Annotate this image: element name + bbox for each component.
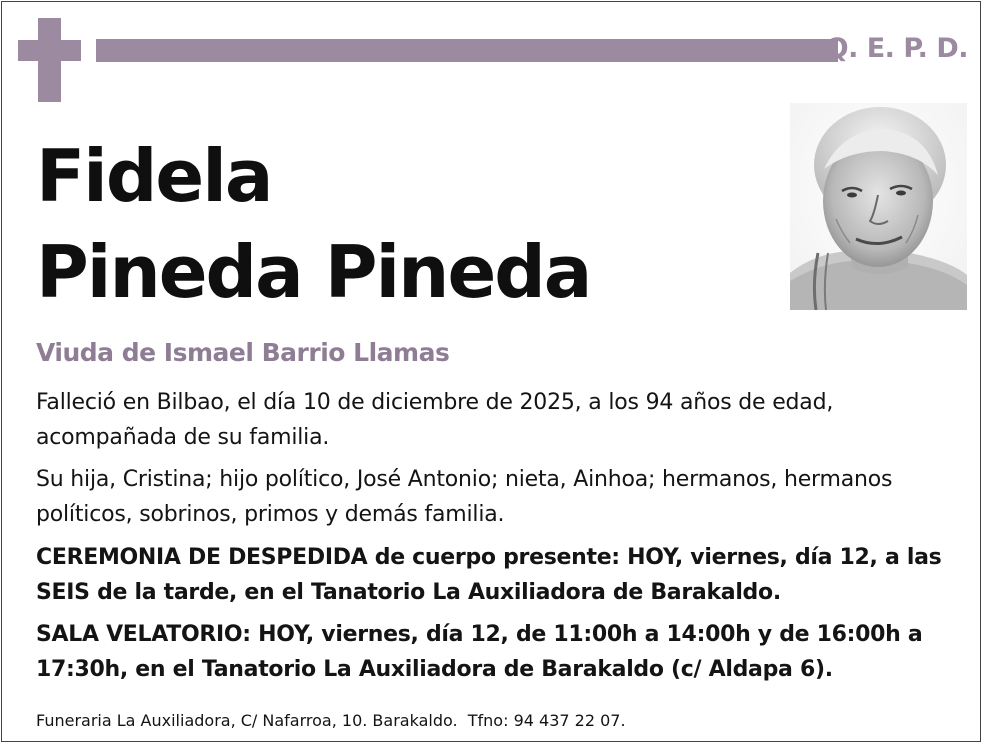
qepd-label: Q. E. P. D. [825,33,968,64]
cross-icon-horizontal [18,40,81,61]
wake-text: SALA VELATORIO: HOY, viernes, día 12, de 11:00h a 14:00h y de 16:00h a 17:30h, en el Tanatorio La Auxiliadora de Barakaldo (c/ Aldapa 6). [36,622,923,682]
header-rule [96,39,838,62]
portrait-photo [790,103,967,310]
death-notice-text: Falleció en Bilbao, el día 10 de diciembre de 2025, a los 94 años de edad, acompañada de su familia. [36,390,834,450]
widow-line: Viuda de Ismael Barrio Llamas [36,338,450,367]
ceremony-text: CEREMONIA DE DESPEDIDA de cuerpo presente: HOY, viernes, día 12, a las SEIS de la tarde, en el Tanatorio La Auxiliadora de Barakaldo. [36,545,942,605]
deceased-surnames: Pineda Pineda [36,230,591,314]
funeral-home-footer: Funeraria La Auxiliadora, C/ Nafarroa, 10. Barakaldo. Tfno: 94 437 22 07. [36,711,626,730]
deceased-first-name: Fidela [36,134,272,218]
family-text: Su hija, Cristina; hijo político, José Antonio; nieta, Ainhoa; hermanos, hermanos políticos, sobrinos, primos y demás familia. [36,467,893,527]
